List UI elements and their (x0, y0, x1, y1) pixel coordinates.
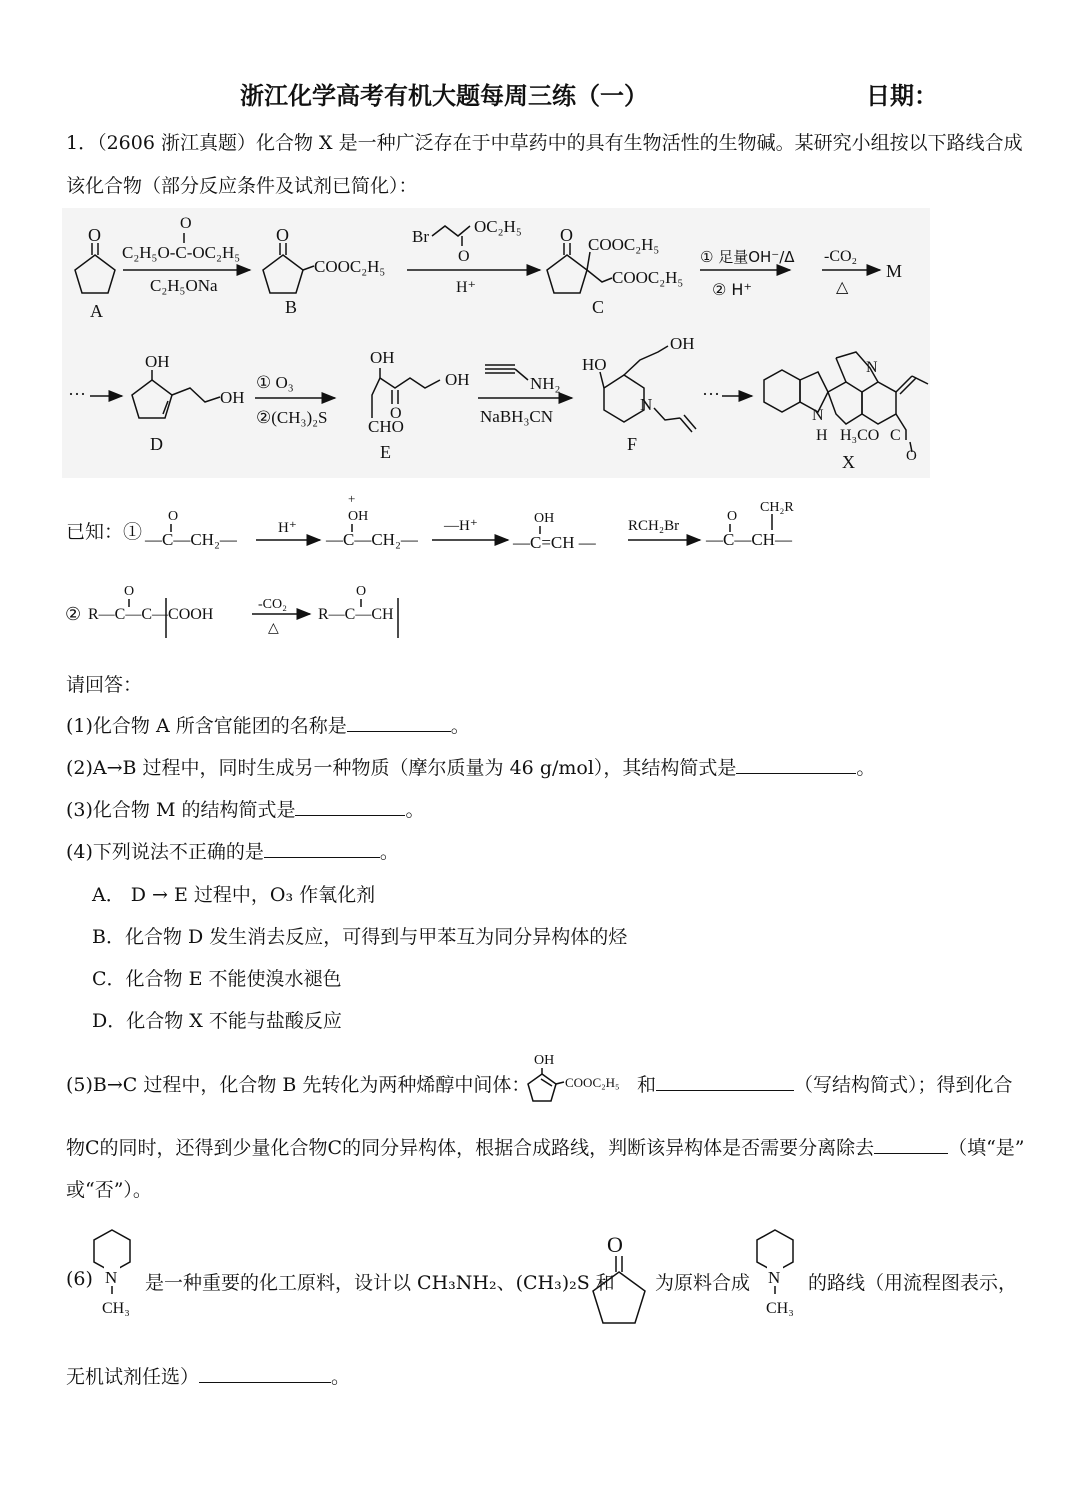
svg-text:CHO: CHO (368, 417, 404, 436)
answer-blank-5b[interactable] (874, 1135, 948, 1154)
svg-text:CH₃: CH₃ (766, 1300, 794, 1317)
q6-text-c: 为原料合成 (655, 1272, 751, 1294)
svg-text:O: O (168, 509, 179, 524)
q3: (3)化合物 M 的结构简式是 。 (66, 799, 425, 821)
reagent-3-top: ① 足量OH⁻/Δ (700, 248, 795, 266)
reagent-1-top: C₂H₅O-C-OC₂H₅ (122, 243, 241, 262)
q5-line-3: 或“否”）。 (66, 1179, 152, 1201)
svg-text:N: N (866, 359, 878, 376)
q6-text-b: 是一种重要的化工原料，设计以 CH₃NH₂、(CH₃)₂S 和 (145, 1272, 615, 1294)
option-d: D．化合物 X 不能与盐酸反应 (92, 1010, 342, 1032)
svg-text:O: O (607, 1232, 623, 1257)
q5-line-2: 物C的同时，还得到少量化合物C的同分异构体，根据合成路线，判断该异构体是否需要分离除去 （填“是” (66, 1137, 1025, 1159)
q6-line-2: 无机试剂任选） 。 (66, 1366, 351, 1388)
option-c: C．化合物 E 不能使溴水褪色 (92, 968, 342, 990)
svg-text:···: ··· (68, 384, 86, 404)
intro-line-1: 1．（2606 浙江真题）化合物 X 是一种广泛存在于中草药中的具有生物活性的生物碱。某研究小组按以下路线合成 (66, 132, 1023, 154)
label-e: E (380, 442, 391, 462)
svg-text:—H⁺: —H⁺ (444, 518, 478, 534)
label-x: X (842, 452, 855, 472)
svg-text:O: O (180, 215, 192, 232)
svg-text:H: H (816, 427, 828, 444)
svg-text:···: ··· (702, 384, 720, 404)
known-reaction-1 (140, 490, 820, 560)
svg-text:—C=CH —: —C=CH — (513, 533, 596, 552)
svg-text:CH₂R: CH₂R (760, 500, 794, 515)
q6-text-d: 的路线（用流程图表示， (808, 1272, 1018, 1294)
svg-text:N: N (812, 407, 824, 424)
reagent-1-bottom: C₂H₅ONa (150, 276, 218, 295)
cyclopentanone-structure (586, 1226, 650, 1334)
svg-text:O: O (276, 225, 289, 245)
reagent-6-top: NH₂ (530, 374, 561, 393)
date-label: 日期： (866, 82, 938, 110)
known-reaction-2 (62, 575, 442, 645)
reagent-3-bottom: ② H⁺ (712, 280, 752, 299)
label-a: A (90, 301, 103, 321)
q5-part-a: (5)B→C 过程中，化合物 B 先转化为两种烯醇中间体： (66, 1074, 531, 1096)
svg-text:O: O (458, 248, 470, 265)
synthesis-scheme (62, 205, 932, 490)
svg-text:O: O (124, 584, 135, 599)
reagent-6-bottom: NaBH₃CN (480, 407, 553, 426)
svg-text:②: ② (65, 604, 82, 625)
answer-blank-2[interactable] (736, 755, 856, 774)
svg-text:OH: OH (220, 388, 245, 407)
q6-number: (6) (66, 1268, 93, 1290)
svg-text:C: C (890, 427, 901, 444)
svg-text:O: O (88, 225, 101, 245)
svg-text:O: O (560, 225, 573, 245)
answer-blank-3[interactable] (295, 797, 405, 816)
reagent-4-top: -CO₂ (824, 248, 858, 265)
svg-text:OH: OH (534, 511, 555, 526)
svg-text:—C—CH₂—: —C—CH₂— (145, 530, 237, 549)
svg-text:COOC₂H₅: COOC₂H₅ (612, 268, 684, 287)
svg-text:R—C—C—COOH: R—C—C—COOH (88, 606, 214, 623)
svg-text:-CO₂: -CO₂ (258, 597, 287, 612)
option-b: B．化合物 D 发生消去反应，可得到与甲苯互为同分异构体的烃 (92, 926, 628, 948)
svg-text:—C—CH₂—: —C—CH₂— (326, 530, 418, 549)
svg-text:H⁺: H⁺ (278, 520, 297, 536)
svg-text:COOC₂H₅: COOC₂H₅ (314, 257, 386, 276)
svg-text:OH: OH (445, 370, 470, 389)
svg-text:△: △ (268, 621, 279, 636)
intro-line-2: 该化合物（部分反应条件及试剂已简化）： (66, 175, 418, 197)
label-d: D (150, 434, 163, 454)
label-b: B (285, 297, 298, 317)
svg-text:Br: Br (412, 227, 429, 246)
n-methylpiperidine-structure-1 (88, 1222, 144, 1322)
q4: (4)下列说法不正确的是 。 (66, 841, 399, 863)
svg-text:N: N (768, 1268, 781, 1287)
label-c: C (592, 297, 605, 317)
svg-text:—C—CH—: —C—CH— (706, 530, 792, 549)
reagent-4-bottom: △ (836, 279, 849, 296)
svg-text:OH: OH (348, 509, 369, 524)
q1: (1)化合物 A 所含官能团的名称是 。 (66, 715, 470, 737)
svg-text:COOC₂H₅: COOC₂H₅ (588, 235, 660, 254)
svg-text:N: N (105, 1268, 118, 1287)
svg-text:COOC₂H₅: COOC₂H₅ (565, 1075, 620, 1090)
option-a: A． D → E 过程中，O₃ 作氧化剂 (92, 884, 376, 906)
svg-text:O: O (356, 584, 367, 599)
svg-text:OH: OH (145, 352, 170, 371)
label-f: F (627, 434, 638, 454)
svg-text:OC₂H₅: OC₂H₅ (474, 217, 522, 236)
answer-blank-6[interactable] (199, 1364, 331, 1383)
svg-text:O: O (906, 448, 917, 464)
svg-text:+: + (348, 491, 356, 506)
answer-blank-1[interactable] (347, 713, 451, 732)
enol-intermediate-structure (518, 1048, 636, 1110)
q5-part-b: 和 （写结构简式）；得到化合 (637, 1074, 1013, 1096)
svg-text:HO: HO (582, 355, 607, 374)
svg-text:R—C—CH: R—C—CH (318, 606, 394, 623)
reagent-5-top: ① O₃ (256, 373, 294, 392)
q2: (2)A→B 过程中，同时生成另一种物质（摩尔质量为 46 g/mol），其结构简式是 。 (66, 757, 876, 779)
svg-text:O: O (390, 405, 402, 422)
answer-blank-4[interactable] (264, 839, 380, 858)
reagent-2-bottom: H⁺ (456, 279, 476, 296)
known-label: 已知：① (66, 521, 143, 543)
n-methylpiperidine-structure-2 (748, 1222, 804, 1322)
label-m: M (886, 261, 903, 281)
answer-blank-5a[interactable] (656, 1072, 794, 1091)
svg-text:CH₃: CH₃ (102, 1300, 130, 1317)
svg-text:RCH₂Br: RCH₂Br (628, 518, 680, 534)
reagent-5-bottom: ②(CH₃)₂S (256, 408, 328, 427)
prompt: 请回答： (66, 674, 143, 696)
svg-text:OH: OH (534, 1053, 555, 1068)
svg-text:O: O (727, 509, 738, 524)
svg-text:OH: OH (670, 334, 695, 353)
svg-text:H₃CO: H₃CO (840, 427, 880, 444)
svg-text:OH: OH (370, 348, 395, 367)
page-title: 浙江化学高考有机大题每周三练（一） (240, 82, 648, 110)
svg-text:N: N (640, 395, 653, 414)
